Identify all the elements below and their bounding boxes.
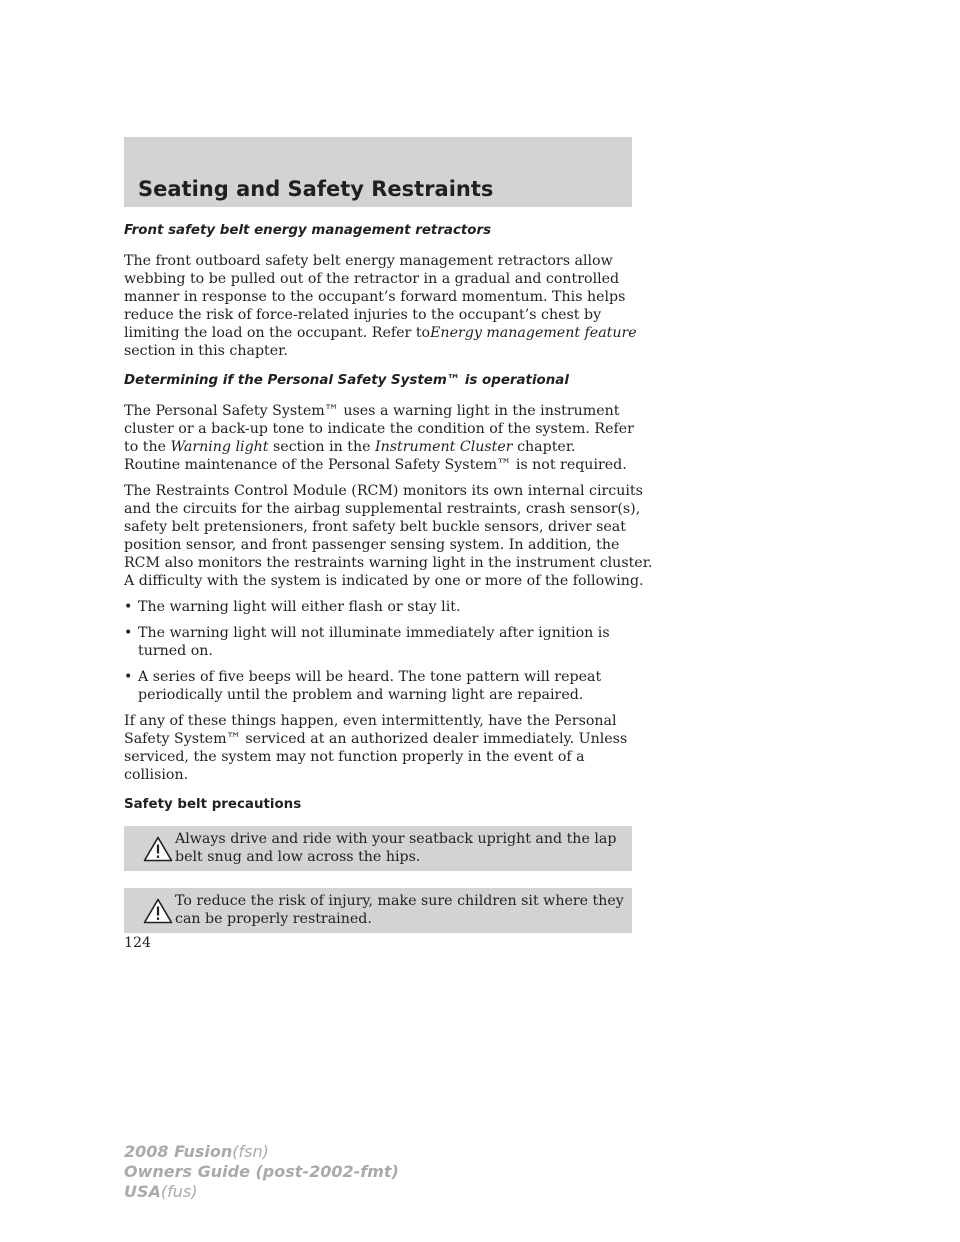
- paragraph-service: [124, 712, 632, 784]
- warning-text: [175, 830, 616, 866]
- text-line: can be properly restrained.: [175, 911, 372, 927]
- text-run: to the: [124, 439, 166, 455]
- warning-triangle-icon: [143, 836, 173, 862]
- text-line: The Restraints Control Module (RCM) monitors its own internal circuits: [124, 483, 643, 499]
- text-run: section in the: [273, 439, 371, 455]
- text-line: Always drive and ride with your seatback upright and the lap: [175, 831, 617, 847]
- footer-line: [124, 1182, 399, 1202]
- footer-market: USA: [124, 1182, 161, 1201]
- text-line: [124, 438, 632, 456]
- text-line: reduce the risk of force-related injuries to the occupant’s chest by: [124, 307, 602, 323]
- text-line: position sensor, and front passenger sensing system. In addition, the: [124, 537, 620, 553]
- text-line: section in this chapter.: [124, 343, 288, 359]
- text-line: collision.: [124, 767, 189, 783]
- section-heading-retractors: Front safety belt energy management retractors: [124, 223, 492, 238]
- warning-text: [175, 892, 624, 928]
- bullet-icon: •: [124, 599, 133, 615]
- page-number: 124: [124, 935, 152, 951]
- text-line: The warning light will either flash or stay lit.: [138, 599, 461, 615]
- paragraph-retractors: [124, 252, 637, 360]
- text-line: safety belt pretensioners, front safety belt buckle sensors, driver seat: [124, 519, 626, 535]
- text-run: chapter.: [517, 439, 576, 455]
- text-line: The warning light will not illuminate immediately after ignition is: [138, 625, 610, 641]
- footer-line: [124, 1162, 399, 1182]
- text-line: turned on.: [138, 643, 213, 659]
- footer-model: 2008 Fusion: [124, 1142, 233, 1161]
- chapter-title: Seating and Safety Restraints: [138, 177, 494, 201]
- text-line: and the circuits for the airbag supplemental restraints, crash sensor(s),: [124, 501, 641, 517]
- text-run: limiting the load on the occupant. Refer to: [124, 325, 431, 341]
- text-line: serviced, the system may not function properly in the event of a: [124, 749, 585, 765]
- list-item: [124, 624, 632, 660]
- text-line: webbing to be pulled out of the retractor in a gradual and controlled: [124, 271, 620, 287]
- text-line: cluster or a back-up tone to indicate the condition of the system. Refer: [124, 421, 634, 437]
- paragraph-rcm: [124, 482, 653, 590]
- warning-box: [124, 888, 632, 933]
- warning-triangle-icon: [143, 898, 173, 924]
- text-line: The Personal Safety System™ uses a warning light in the instrument: [124, 403, 620, 419]
- text-line: Routine maintenance of the Personal Safety System™ is not required.: [124, 457, 627, 473]
- text-line: Safety System™ serviced at an authorized dealer immediately. Unless: [124, 731, 628, 747]
- bullet-icon: •: [124, 669, 133, 685]
- document-footer: [124, 1142, 399, 1202]
- list-item: [124, 668, 632, 704]
- footer-guide: Owners Guide (post-2002-fmt): [124, 1162, 399, 1181]
- section-heading-precautions: Safety belt precautions: [124, 797, 302, 812]
- footer-line: [124, 1142, 399, 1162]
- text-line: The front outboard safety belt energy management retractors allow: [124, 253, 613, 269]
- text-line: RCM also monitors the restraints warning light in the instrument cluster.: [124, 555, 653, 571]
- chapter-header-band: [124, 137, 632, 207]
- text-line: [124, 324, 637, 342]
- text-line: periodically until the problem and warning light are repaired.: [138, 687, 584, 703]
- text-line: belt snug and low across the hips.: [175, 849, 421, 865]
- bullet-list: [124, 598, 632, 704]
- footer-code: (fsn): [232, 1142, 269, 1161]
- reference-warning-light: Warning light: [170, 439, 269, 455]
- page-content: [124, 222, 653, 950]
- warning-box: [124, 826, 632, 871]
- paragraph-warning-light: [124, 402, 632, 474]
- text-line: A difficulty with the system is indicated by one or more of the following.: [124, 573, 644, 589]
- text-line: If any of these things happen, even intermittently, have the Personal: [124, 713, 617, 729]
- footer-market-code: (fus): [160, 1182, 198, 1201]
- list-item: [124, 598, 632, 616]
- reference-energy-management-feature: Energy management feature: [430, 325, 637, 341]
- section-heading-operational: Determining if the Personal Safety System™ is operational: [124, 373, 569, 388]
- text-line: A series of five beeps will be heard. The tone pattern will repeat: [138, 669, 602, 685]
- text-line: manner in response to the occupant’s forward momentum. This helps: [124, 289, 626, 305]
- text-line: To reduce the risk of injury, make sure children sit where they: [175, 893, 624, 909]
- reference-instrument-cluster: Instrument Cluster: [375, 439, 513, 455]
- bullet-icon: •: [124, 625, 133, 641]
